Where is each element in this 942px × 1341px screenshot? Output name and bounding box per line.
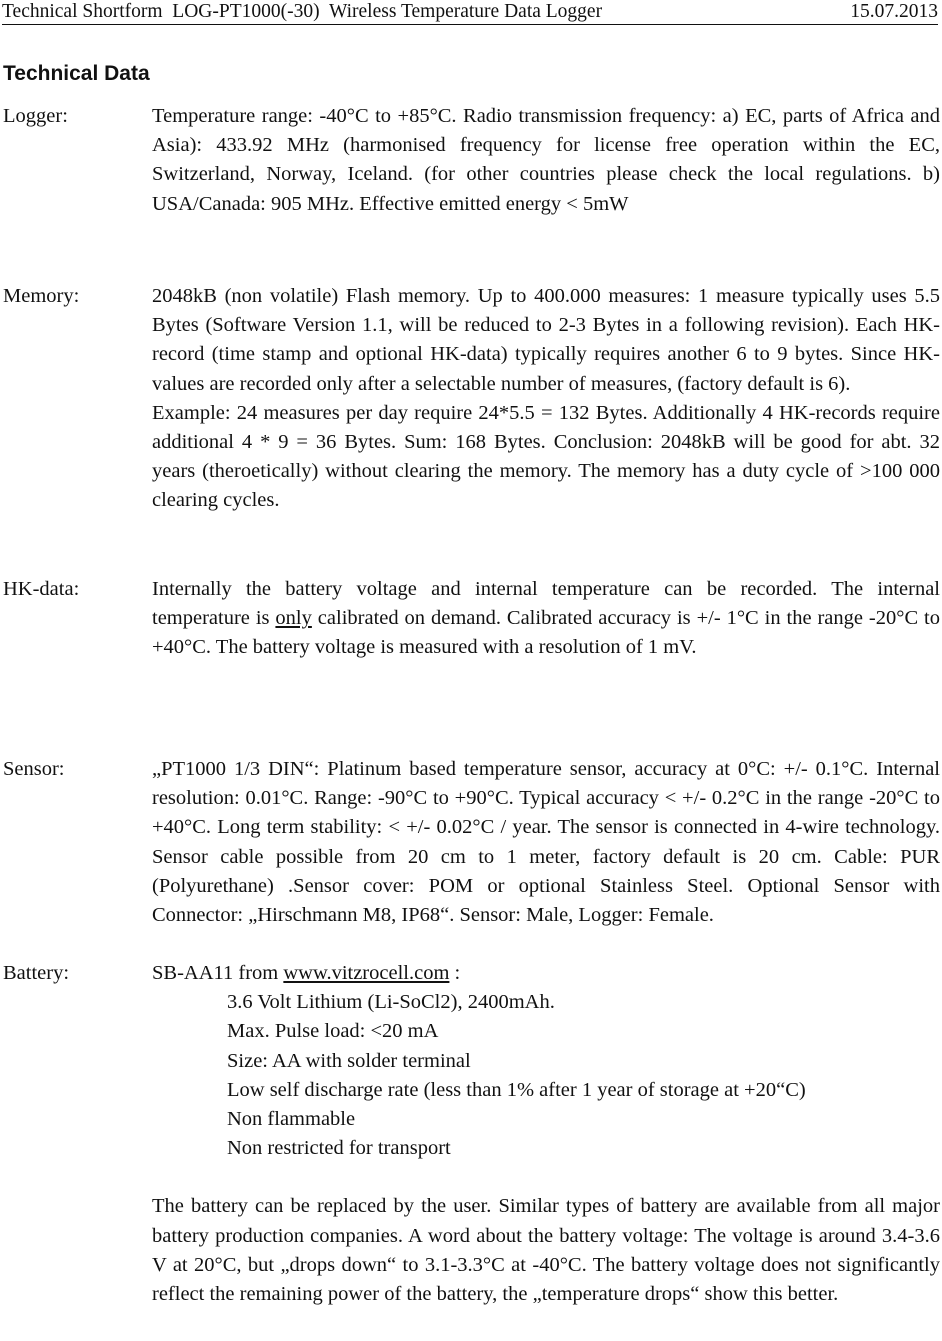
memory-text: [152, 282, 940, 516]
battery-spec-item: Non flammable: [227, 1108, 356, 1131]
battery-intro: SB-AA11 from www.vitzrocell.com :: [152, 962, 461, 984]
battery-spec-item: Size: AA with solder terminal: [227, 1049, 471, 1072]
hkdata-text: [152, 575, 940, 663]
battery-spec-item: Max. Pulse load: <20 mA: [227, 1020, 439, 1043]
page-header: [2, 0, 938, 25]
memory-paragraph-2: Example: 24 measures per day require 24*5.5 = 132 Bytes. Additionally 4 HK-records require additional 4 * 9 = 36 Bytes. Sum: 168 Bytes. Conclusion: 2048kB will be good for abt. 32 years (theroetically) without clearing the memory. The memory has a duty cycle of >100 000 clearing cycles.: [152, 401, 940, 512]
logger-text: [152, 102, 940, 219]
battery-spec-item: Non restricted for transport: [227, 1137, 451, 1160]
battery-spec-item: Low self discharge rate (less than 1% after 1 year of storage at +20“C): [227, 1078, 806, 1101]
sensor-text: [152, 755, 940, 930]
document-title: Technical Shortform LOG-PT1000(-30) Wireless Temperature Data Logger: [2, 1, 603, 22]
memory-label: Memory:: [3, 285, 80, 307]
only-underlined: only: [275, 607, 312, 630]
logger-label: Logger:: [3, 105, 68, 127]
sensor-paragraph: „PT1000 1/3 DIN“: Platinum based temperature sensor, accuracy at 0°C: +/- 0.1°C. Internal resolution: 0.01°C. Range: -90°C to +90°C. Typical accuracy < +/- 0.2°C in the range -20°C to +40°C. Long term stability: < +/- 0.02°C / year. The sensor is connected in 4-wire technology. Sensor cable possible from 20 cm to 1 meter, factory default is 20 cm. Cable: PUR (Polyurethane) .Sensor cover: POM or optional Stainless Steel. Optional Sensor with Connector: „Hirschmann M8, IP68“. Sensor: Male, Logger: Female.: [152, 758, 940, 927]
vitzrocell-link[interactable]: www.vitzrocell.com: [283, 962, 450, 984]
hkdata-paragraph: Internally the battery voltage and internal temperature can be recorded. The internal temperature is only calibrated on demand. Calibrated accuracy is +/- 1°C in the range -20°C to +40°C. The battery voltage is measured with a resolution of 1 mV.: [152, 578, 940, 659]
section-heading: Technical Data: [3, 62, 150, 85]
battery-text: [152, 959, 940, 1309]
document-date: 15.07.2013: [850, 1, 938, 22]
hkdata-label: HK-data:: [3, 578, 80, 600]
battery-label: Battery:: [3, 962, 70, 984]
logger-paragraph: Temperature range: -40°C to +85°C. Radio transmission frequency: a) EC, parts of Africa and Asia): 433.92 MHz (harmonised frequency for license free operation within the EC, Switzerland, Norway, Iceland. (for other countries please check the local regulations. b) USA/Canada: 905 MHz. Effective emitted energy < 5mW: [152, 105, 940, 215]
sensor-label: Sensor:: [3, 758, 65, 780]
memory-paragraph-1: 2048kB (non volatile) Flash memory. Up to 400.000 measures: 1 measure typically uses 5.5 Bytes (Software Version 1.1, will be reduced to 2-3 Bytes in a following revision). Each HK-record (time stamp and optional HK-data) typically requires another 6 to 9 bytes. Since HK-values are recorded only after a selectable number of measures, (factory default is 6).: [152, 285, 940, 395]
battery-note: The battery can be replaced by the user. Similar types of battery are available from all major battery production companies. A word about the battery voltage: The voltage is around 3.4-3.6 V at 20°C, but „drops down“ to 3.1-3.3°C at -40°C. The battery voltage does not significantly reflect the remaining power of the battery, the „temperature drops“ show this better.: [152, 1195, 940, 1306]
battery-spec-item: 3.6 Volt Lithium (Li-SoCl2), 2400mAh.: [227, 991, 555, 1014]
